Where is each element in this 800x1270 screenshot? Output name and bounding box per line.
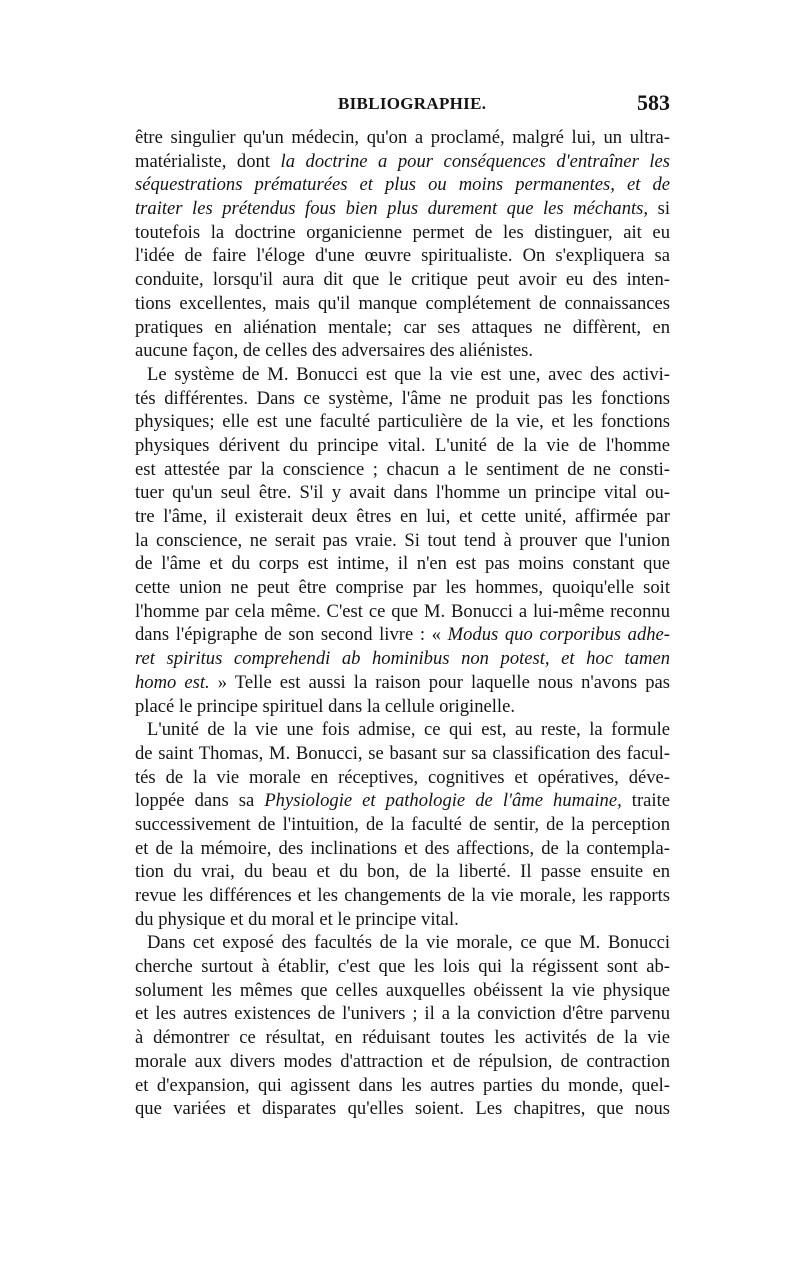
text-segment: successivement de l'intuition, de la faculté de sentir, de la perception <box>135 813 670 835</box>
text-segment: de saint Thomas, M. Bonucci, se basant sur sa classification des facul- <box>135 742 670 764</box>
text-line <box>135 410 670 434</box>
text-line <box>135 789 670 813</box>
text-line <box>135 671 670 695</box>
text-line <box>135 126 670 150</box>
text-segment: matérialiste, dont <box>135 150 281 172</box>
text-segment: l'idée de faire l'éloge d'une œuvre spiritualiste. On s'expliquera sa <box>135 245 670 267</box>
text-line <box>135 529 670 553</box>
text-segment: cette union ne peut être comprise par les hommes, quoiqu'elle soit <box>135 577 670 599</box>
running-head <box>135 90 670 118</box>
text-segment: pratiques en aliénation mentale; car ses attaques ne diffèrent, en <box>135 316 670 338</box>
text-line <box>135 860 670 884</box>
text-line <box>135 979 670 1003</box>
text-segment: si <box>648 198 670 220</box>
text-line <box>135 1050 670 1074</box>
text-line <box>135 884 670 908</box>
text-segment: loppée dans sa <box>135 790 265 812</box>
text-segment: l'homme par cela même. C'est ce que M. Bonucci a lui-même reconnu <box>135 600 670 622</box>
text-line <box>135 576 670 600</box>
text-line <box>135 363 670 387</box>
text-line <box>135 481 670 505</box>
italic-text: Modus quo corporibus adhe- <box>447 624 670 646</box>
text-line <box>135 908 670 932</box>
italic-text: la doctrine a pour conséquences d'entraîner les <box>280 150 670 172</box>
text-segment: tre l'âme, il existerait deux êtres en lui, et cette unité, affirmée par <box>135 506 670 527</box>
text-line <box>135 1097 670 1121</box>
text-segment: conduite, lorsqu'il aura dit que le critique peut avoir eu des inten- <box>135 269 670 291</box>
text-segment: morale aux divers modes d'attraction et de répulsion, de contraction <box>135 1050 670 1072</box>
text-segment: physiques dérivent du principe vital. L'unité de la vie de l'homme <box>135 434 670 456</box>
text-line <box>135 742 670 766</box>
text-segment: traite <box>621 790 670 812</box>
text-line <box>135 1002 670 1026</box>
text-segment: est attestée par la conscience ; chacun a le sentiment de ne consti- <box>135 458 670 480</box>
italic-text: traiter les prétendus fous bien plus durement que les méchants, <box>135 198 649 220</box>
text-line <box>135 197 670 221</box>
text-segment: physiques; elle est une faculté particulière de la vie, et les fonctions <box>135 411 670 433</box>
text-segment: et de la mémoire, des inclinations et des affections, de la contempla- <box>135 837 670 859</box>
text-segment: placé le principe spirituel dans la cellule originelle. <box>135 695 515 717</box>
text-line <box>135 458 670 482</box>
text-segment: dans l'épigraphe de son second livre : « <box>135 624 448 646</box>
text-line <box>135 150 670 174</box>
text-segment: à démontrer ce résultat, en réduisant toutes les activités de la vie <box>135 1027 670 1049</box>
text-segment: et les autres existences de l'univers ; il a la conviction d'être parvenu <box>135 1003 670 1025</box>
text-segment: tions excellentes, mais qu'il manque complétement de connaissances <box>135 292 670 314</box>
text-line <box>135 623 670 647</box>
text-line <box>135 505 670 529</box>
text-segment: que variées et disparates qu'elles soient. Les chapitres, que nous <box>135 1098 670 1120</box>
body-text <box>135 126 670 1121</box>
text-line <box>135 292 670 316</box>
text-line <box>135 647 670 671</box>
italic-text: ret spiritus comprehendi ab hominibus non potest, et hoc tamen <box>135 648 670 670</box>
text-segment: cherche surtout à établir, c'est que les lois qui la régissent sont ab- <box>135 956 670 978</box>
text-line <box>135 695 670 719</box>
text-line <box>135 766 670 790</box>
text-line <box>135 955 670 979</box>
running-title: BIBLIOGRAPHIE. <box>338 94 487 113</box>
text-line <box>135 339 670 363</box>
text-line <box>135 1026 670 1050</box>
text-line <box>135 600 670 624</box>
text-segment: toutefois la doctrine organicienne permet de les distinguer, ait eu <box>135 221 670 243</box>
text-segment: être singulier qu'un médecin, qu'on a proclamé, malgré lui, un ultra- <box>135 127 670 148</box>
text-line <box>135 173 670 197</box>
text-line <box>135 813 670 837</box>
text-line <box>135 268 670 292</box>
text-line <box>135 434 670 458</box>
text-line <box>135 1074 670 1098</box>
text-line <box>135 931 670 955</box>
italic-text: homo est. <box>135 671 210 693</box>
page-number: 583 <box>637 90 670 115</box>
text-segment: Le système de M. Bonucci est que la vie est une, avec des activi- <box>147 363 670 385</box>
text-segment: revue les différences et les changements de la vie morale, les rapports <box>135 885 670 906</box>
text-line <box>135 837 670 861</box>
text-segment: du physique et du moral et le principe vital. <box>135 908 459 930</box>
text-line <box>135 387 670 411</box>
italic-text: Physiologie et pathologie de l'âme humaine, <box>264 790 622 812</box>
text-segment: Dans cet exposé des facultés de la vie morale, ce que M. Bonucci <box>147 932 670 954</box>
italic-text: séquestrations prématurées et plus ou moins permanentes, et de <box>135 174 670 196</box>
text-segment: L'unité de la vie une fois admise, ce qui est, au reste, la formule <box>147 719 670 741</box>
text-line <box>135 244 670 268</box>
text-segment: tuer qu'un seul être. S'il y avait dans l'homme un principe vital ou- <box>135 482 670 504</box>
text-segment: tés de la vie morale en réceptives, cognitives et opératives, déve- <box>135 766 670 788</box>
text-segment: aucune façon, de celles des adversaires des aliénistes. <box>135 340 534 362</box>
text-segment: solument les mêmes que celles auxquelles obéissent la vie physique <box>135 979 670 1001</box>
text-line <box>135 221 670 245</box>
text-segment: tion du vrai, du beau et du bon, de la liberté. Il passe ensuite en <box>135 861 670 883</box>
text-segment: tés différentes. Dans ce système, l'âme ne produit pas les fonctions <box>135 387 670 409</box>
text-segment: et d'expansion, qui agissent dans les autres parties du monde, quel- <box>135 1074 670 1096</box>
text-segment: » Telle est aussi la raison pour laquelle nous n'avons pas <box>209 671 670 693</box>
text-line <box>135 718 670 742</box>
text-segment: de l'âme et du corps est intime, il n'en est pas moins constant que <box>135 553 670 575</box>
text-segment: la conscience, ne serait pas vraie. Si tout tend à prouver que l'union <box>135 529 670 551</box>
text-line <box>135 316 670 340</box>
text-line <box>135 552 670 576</box>
